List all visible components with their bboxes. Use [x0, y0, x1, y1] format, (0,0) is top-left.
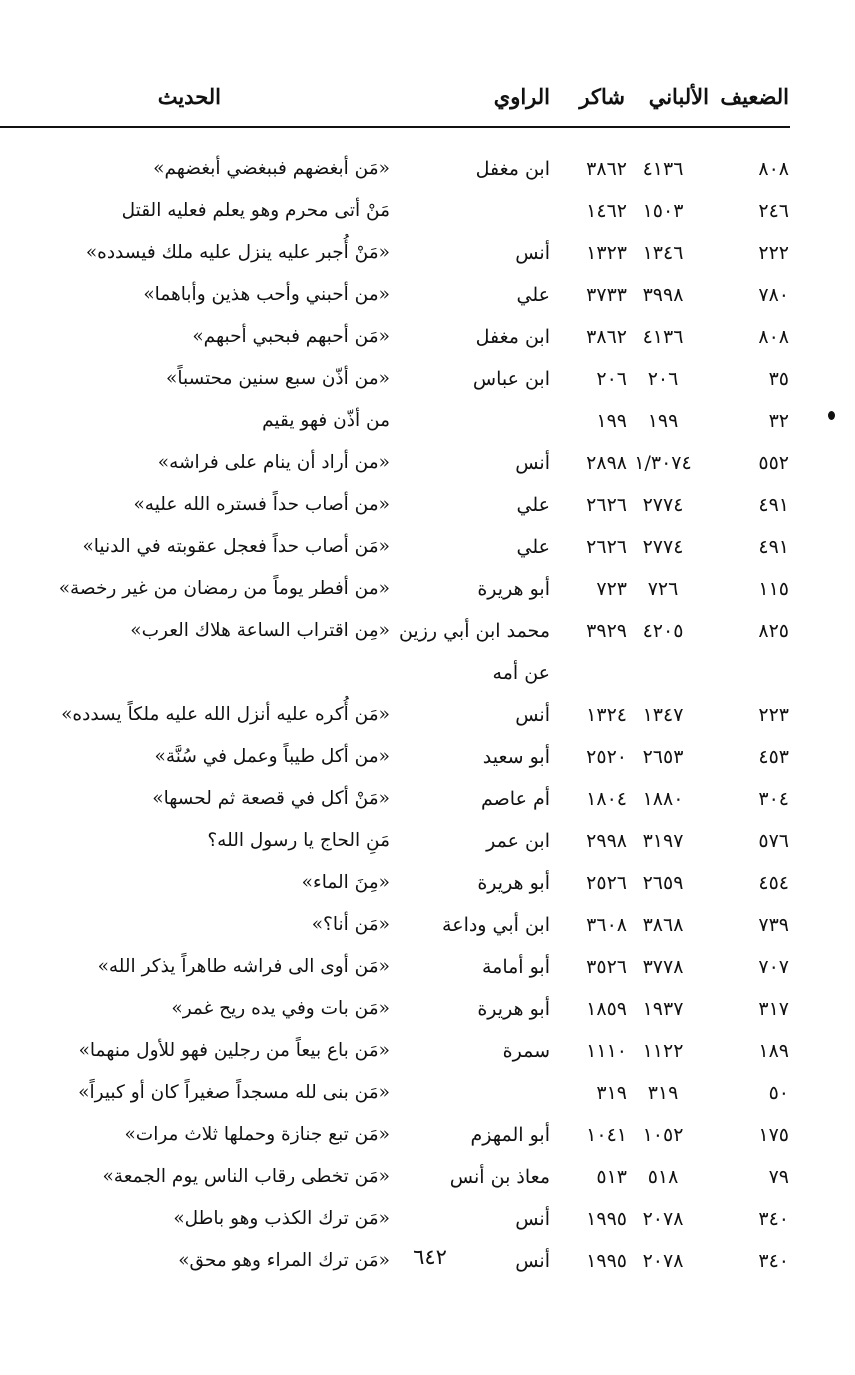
table-row [0, 320, 855, 358]
cell-hadith: «مَن تبع جنازة وحملها ثلاث مرات» [124, 1124, 390, 1145]
cell-hadith: مَنْ أتى محرم وهو يعلم فعليه القتل [121, 200, 390, 221]
table-row [0, 362, 855, 400]
cell-daif: ٧٨٠ [758, 284, 789, 306]
cell-daif: ١٧٥ [758, 1124, 789, 1146]
cell-rawi: معاذ بن أنس [449, 1166, 550, 1188]
cell-shakir: ٢٥٢٠ [586, 746, 627, 768]
cell-daif: ٨٢٥ [758, 620, 789, 642]
cell-hadith: «مَن أُكره عليه أنزل الله عليه ملكاً يسدده» [61, 704, 390, 725]
cell-daif: ٧٠٧ [758, 956, 789, 978]
cell-hadith: «مَن أصاب حداً فعجل عقوبته في الدنيا» [82, 536, 390, 557]
cell-hadith: «من أفطر يوماً من رمضان من غير رخصة» [58, 578, 390, 599]
cell-albani: ٥١٨ [647, 1166, 679, 1188]
cell-albani: ٢٧٧٤ [642, 494, 684, 516]
cell-daif: ٧٣٩ [758, 914, 789, 936]
table-row [0, 194, 855, 232]
cell-albani: ١٠٥٢ [642, 1124, 684, 1146]
cell-shakir: ٢٩٩٨ [586, 830, 627, 852]
cell-hadith: «من أذّن سبع سنين محتسباً» [166, 368, 390, 389]
cell-shakir: ٥١٣ [596, 1166, 627, 1188]
table-row [0, 698, 855, 736]
cell-albani: ٢٦٥٣ [642, 746, 684, 768]
cell-hadith: «مَن ترك المراء وهو محق» [178, 1250, 390, 1271]
cell-rawi: أبو هريرة [477, 872, 550, 894]
cell-hadith: من أذّن فهو يقيم [262, 410, 390, 431]
cell-albani: ٣٩٩٨ [642, 284, 684, 306]
cell-hadith: «مَن أنا؟» [311, 914, 390, 935]
table-row [0, 1160, 855, 1198]
cell-hadith: «مِن اقتراب الساعة هلاك العرب» [130, 620, 390, 641]
cell-rawi: ابن مغفل [475, 326, 550, 348]
table-row [0, 1034, 855, 1072]
cell-albani: ١٩٣٧ [642, 998, 684, 1020]
cell-shakir: ١٣٢٤ [586, 704, 627, 726]
cell-daif: ٥٥٢ [758, 452, 789, 474]
cell-albani: ٣١٩٧ [642, 830, 684, 852]
cell-hadith: مَنِ الحاج يا رسول الله؟ [207, 830, 390, 851]
header-rawi: الراوي [493, 84, 550, 109]
table-row [0, 530, 855, 568]
cell-rawi: عن أمه [492, 662, 550, 684]
cell-albani: ٢٠٧٨ [642, 1250, 684, 1272]
table-row [0, 866, 855, 904]
table-row [0, 278, 855, 316]
table-row [0, 1202, 855, 1240]
cell-hadith: «مَن ترك الكذب وهو باطل» [173, 1208, 390, 1229]
cell-hadith: «مَنْ أُجبر عليه ينزل عليه ملك فيسدده» [85, 242, 390, 263]
cell-shakir: ١٩٩ [596, 410, 627, 432]
cell-shakir: ٣٨٦٢ [586, 158, 627, 180]
cell-daif: ٢٢٣ [758, 704, 789, 726]
cell-albani: ١١٢٢ [642, 1040, 684, 1062]
cell-rawi: أبو هريرة [477, 998, 550, 1020]
cell-rawi: أنس [515, 452, 550, 474]
cell-daif: ٣١٧ [758, 998, 789, 1020]
cell-shakir: ٣٦٠٨ [586, 914, 627, 936]
cell-albani: ٢٦٥٩ [642, 872, 684, 894]
cell-hadith: «من أراد أن ينام على فراشه» [157, 452, 390, 473]
cell-daif: ١٨٩ [758, 1040, 789, 1062]
table-row [0, 488, 855, 526]
cell-rawi: سمرة [502, 1040, 550, 1062]
cell-shakir: ٢٥٢٦ [586, 872, 627, 894]
cell-hadith: «مَنْ أكل في قصعة ثم لحسها» [152, 788, 390, 809]
cell-albani: ٤٢٠٥ [642, 620, 684, 642]
table-header [0, 84, 855, 120]
header-rule [0, 126, 790, 128]
table-row [0, 1118, 855, 1156]
table-row [0, 446, 855, 484]
cell-shakir: ٢٦٢٦ [586, 536, 627, 558]
cell-daif: ٥٧٦ [758, 830, 789, 852]
cell-shakir: ٧٢٣ [596, 578, 627, 600]
cell-rawi: أبو المهزم [470, 1124, 550, 1146]
cell-shakir: ١٨٠٤ [586, 788, 627, 810]
cell-daif: ٣٠٤ [758, 788, 789, 810]
header-hadith: الحديث [157, 84, 221, 109]
cell-shakir: ٢٨٩٨ [586, 452, 627, 474]
cell-daif: ٤٥٣ [758, 746, 789, 768]
cell-shakir: ٢٦٢٦ [586, 494, 627, 516]
cell-shakir: ١٠٤١ [586, 1124, 627, 1146]
cell-hadith: «مِنَ الماء» [301, 872, 390, 893]
cell-albani: ٢٠٧٨ [642, 1208, 684, 1230]
table-row [0, 950, 855, 988]
cell-albani: ٢٠٦ [647, 368, 679, 390]
cell-hadith: «من أكل طيباً وعمل في سُنَّة» [154, 746, 390, 767]
cell-rawi: أنس [515, 1208, 550, 1230]
table-row [0, 740, 855, 778]
cell-albani: ١٨٨٠ [642, 788, 684, 810]
cell-hadith: «مَن أبغضهم فببغضي أبغضهم» [153, 158, 390, 179]
cell-albani: ٣٧٧٨ [642, 956, 684, 978]
cell-albani: ٣٨٦٨ [642, 914, 684, 936]
cell-rawi: أبو هريرة [477, 578, 550, 600]
cell-rawi: أبو أمامة [481, 956, 550, 978]
cell-albani: ٣١٩ [647, 1082, 679, 1104]
cell-daif: ٥٠ [768, 1082, 789, 1104]
table-row [0, 992, 855, 1030]
cell-rawi: ابن عباس [472, 368, 550, 390]
cell-hadith: «مَن باع بيعاً من رجلين فهو للأول منهما» [78, 1040, 390, 1061]
table-row [0, 614, 855, 652]
cell-rawi: محمد ابن أبي رزين [398, 620, 550, 642]
cell-daif: ٤٩١ [758, 494, 789, 516]
cell-rawi: علي [516, 536, 550, 558]
cell-daif: ٤٩١ [758, 536, 789, 558]
table-row [0, 824, 855, 862]
table-row [0, 782, 855, 820]
cell-hadith: «مَن أوى الى فراشه طاهراً يذكر الله» [97, 956, 390, 977]
table-row [0, 1076, 855, 1114]
cell-albani: ٧٢٦ [647, 578, 679, 600]
cell-shakir: ٣٥٢٦ [586, 956, 627, 978]
cell-shakir: ٢٠٦ [596, 368, 627, 390]
page-number: ٦٤٢ [413, 1245, 447, 1269]
cell-albani: ٤١٣٦ [642, 158, 684, 180]
cell-rawi: أبو سعيد [482, 746, 550, 768]
table-row [0, 572, 855, 610]
cell-shakir: ٣٩٢٩ [586, 620, 627, 642]
cell-hadith: «مَن بات وفي يده ريح غمر» [171, 998, 390, 1019]
cell-rawi: ابن عمر [486, 830, 550, 852]
cell-daif: ٣٥ [768, 368, 789, 390]
cell-shakir: ١٨٥٩ [586, 998, 627, 1020]
table-row [0, 404, 855, 442]
cell-daif: ٤٥٤ [758, 872, 789, 894]
cell-rawi: أم عاصم [481, 788, 550, 810]
cell-rawi: علي [516, 284, 550, 306]
table-row [0, 236, 855, 274]
cell-daif: ٧٩ [768, 1166, 789, 1188]
cell-daif: ١١٥ [758, 578, 789, 600]
cell-albani: ١/٣٠٧٤ [634, 452, 692, 474]
cell-rawi: أنس [515, 1250, 550, 1272]
cell-hadith: «مَن بنى لله مسجداً صغيراً كان أو كبيراً» [78, 1082, 390, 1103]
cell-shakir: ١١١٠ [586, 1040, 627, 1062]
cell-daif: ٣٢ [768, 410, 789, 432]
cell-daif: ٢٢٢ [758, 242, 789, 264]
margin-dot [828, 411, 835, 420]
cell-shakir: ١٣٢٣ [586, 242, 627, 264]
cell-shakir: ٣٧٣٣ [586, 284, 627, 306]
cell-hadith: «من أحبني وأحب هذين وأباهما» [143, 284, 390, 305]
cell-hadith: «مَن تخطى رقاب الناس يوم الجمعة» [102, 1166, 390, 1187]
cell-shakir: ١٩٩٥ [586, 1250, 627, 1272]
cell-shakir: ١٩٩٥ [586, 1208, 627, 1230]
cell-hadith: «من أصاب حداً فستره الله عليه» [133, 494, 390, 515]
cell-albani: ٢٧٧٤ [642, 536, 684, 558]
cell-albani: ١٩٩ [647, 410, 679, 432]
cell-rawi: أنس [515, 704, 550, 726]
cell-daif: ٨٠٨ [758, 158, 789, 180]
header-shakir: شاكر [579, 84, 625, 109]
table-row [0, 152, 855, 190]
cell-daif: ٨٠٨ [758, 326, 789, 348]
header-albani: الألباني [648, 84, 709, 109]
cell-rawi: أنس [515, 242, 550, 264]
cell-hadith: «مَن أحبهم فبحبي أحبهم» [192, 326, 390, 347]
cell-albani: ١٣٤٧ [642, 704, 684, 726]
cell-rawi: ابن أبي وداعة [442, 914, 550, 936]
cell-shakir: ١٤٦٢ [586, 200, 627, 222]
cell-daif: ٣٤٠ [758, 1208, 789, 1230]
cell-daif: ٢٤٦ [758, 200, 789, 222]
cell-albani: ٤١٣٦ [642, 326, 684, 348]
cell-albani: ١٥٠٣ [642, 200, 684, 222]
table-row [0, 656, 855, 694]
cell-rawi: ابن مغفل [475, 158, 550, 180]
cell-rawi: علي [516, 494, 550, 516]
cell-daif: ٣٤٠ [758, 1250, 789, 1272]
table-row [0, 908, 855, 946]
cell-albani: ١٣٤٦ [642, 242, 684, 264]
cell-shakir: ٣١٩ [596, 1082, 627, 1104]
header-daif: الضعيف [720, 84, 789, 109]
cell-shakir: ٣٨٦٢ [586, 326, 627, 348]
